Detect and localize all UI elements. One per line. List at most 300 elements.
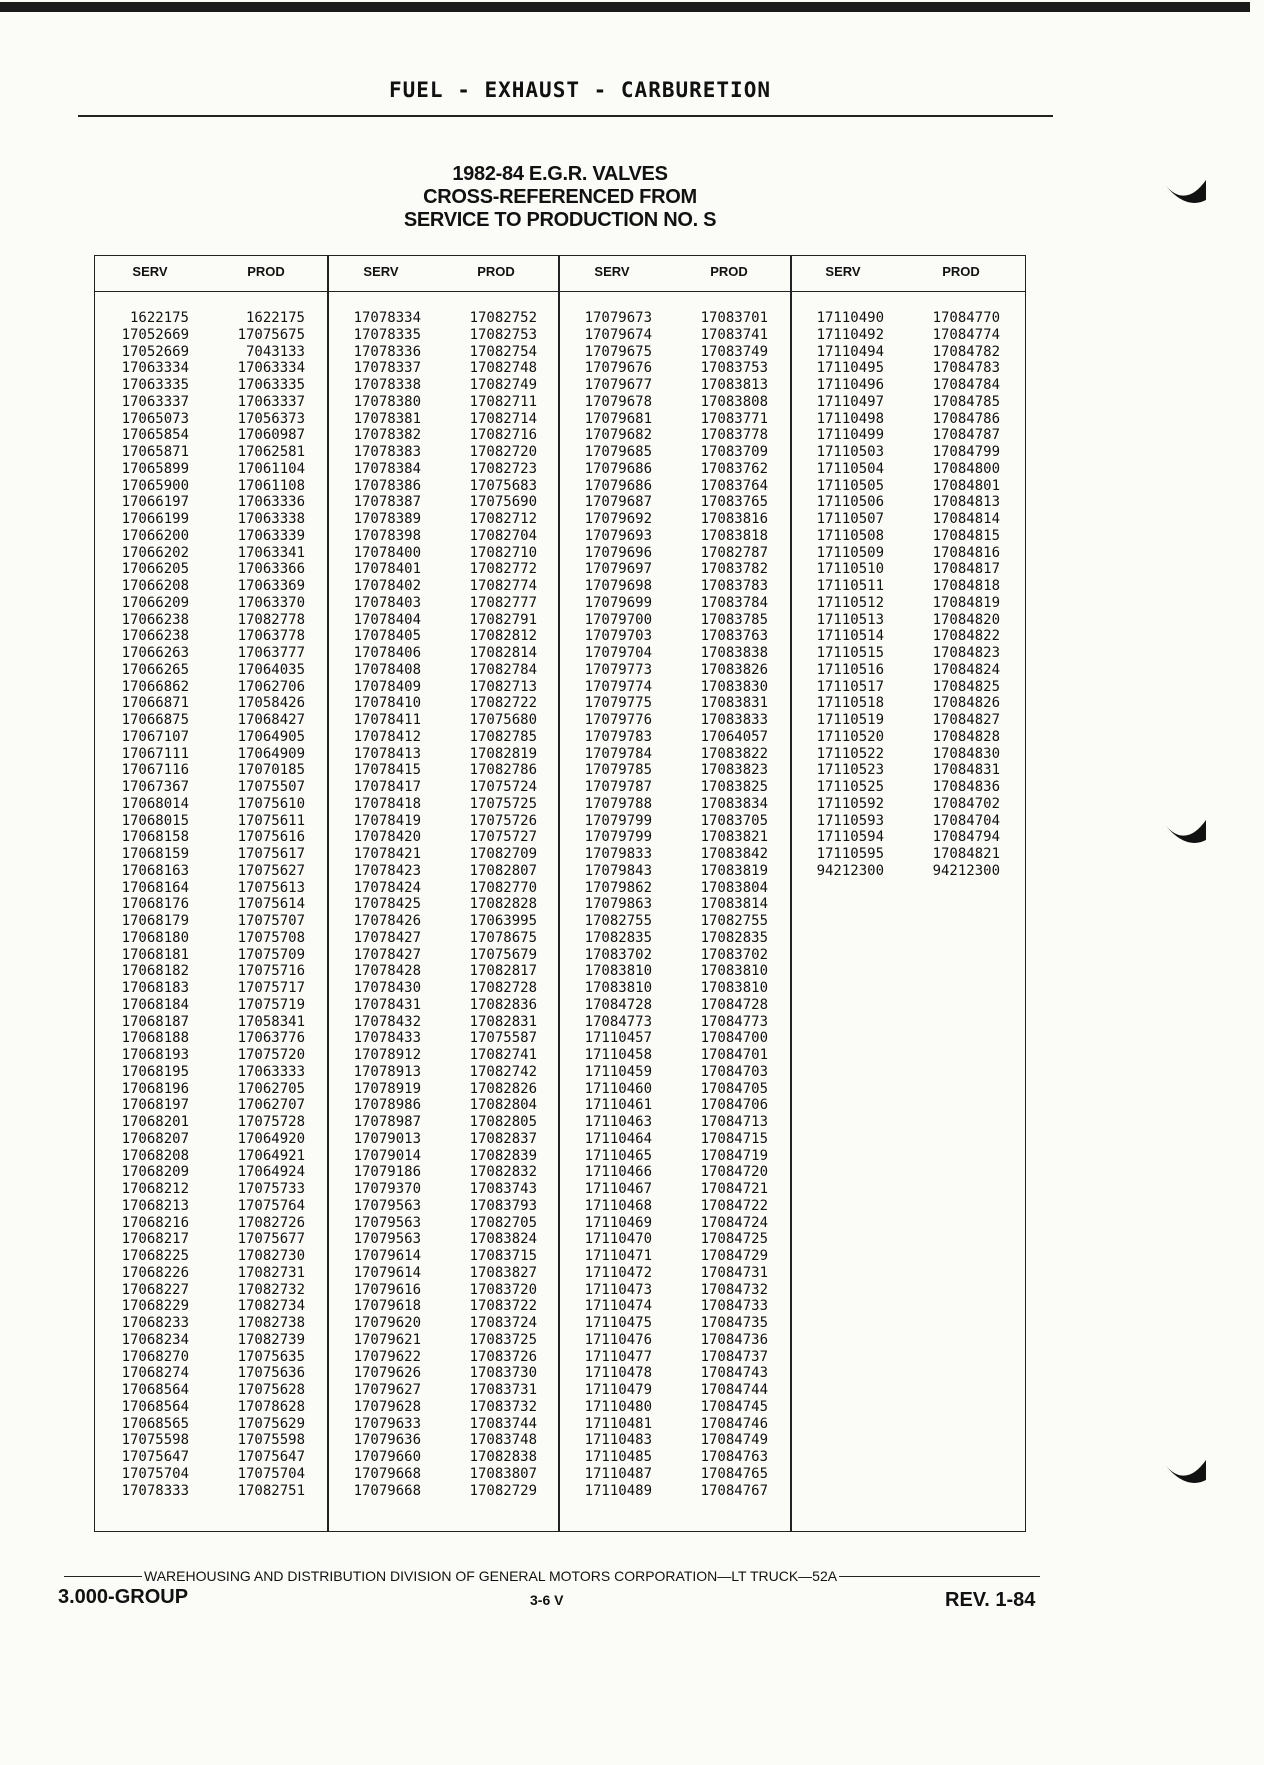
serv-number: 17079626 bbox=[353, 1365, 421, 1382]
prod-number: 17083793 bbox=[469, 1197, 537, 1214]
prod-number: 17083825 bbox=[700, 779, 768, 795]
table-row bbox=[95, 762, 327, 779]
table-row bbox=[327, 947, 559, 964]
serv-number: 17068014 bbox=[121, 795, 189, 812]
table-row bbox=[327, 896, 559, 913]
serv-number: 17065899 bbox=[121, 460, 189, 477]
prod-number: 17084746 bbox=[700, 1415, 768, 1432]
serv-number: 17078430 bbox=[353, 980, 421, 996]
prod-number: 17082805 bbox=[469, 1114, 537, 1130]
serv-number: 17110517 bbox=[816, 678, 884, 695]
serv-number: 17110489 bbox=[584, 1482, 652, 1499]
prod-number: 17082826 bbox=[469, 1080, 537, 1097]
serv-number: 17110505 bbox=[816, 477, 884, 494]
table-row bbox=[95, 561, 327, 578]
serv-number: 17110471 bbox=[584, 1248, 652, 1264]
table-row bbox=[95, 1466, 327, 1483]
table-row bbox=[95, 1483, 327, 1500]
serv-number: 17052669 bbox=[121, 343, 189, 360]
table-row bbox=[327, 394, 559, 411]
serv-number: 17110495 bbox=[816, 360, 884, 377]
prod-number: 17062581 bbox=[237, 444, 305, 460]
table-row bbox=[327, 1215, 559, 1232]
prod-number: 17083804 bbox=[700, 879, 768, 896]
section-header: FUEL - EXHAUST - CARBURETION bbox=[388, 78, 771, 102]
table-block-4 bbox=[790, 310, 1022, 880]
table-row bbox=[558, 310, 790, 327]
serv-number: 17066199 bbox=[121, 511, 189, 527]
prod-number: 17084722 bbox=[700, 1197, 768, 1214]
table-row bbox=[327, 829, 559, 846]
serv-number: 17110478 bbox=[584, 1365, 652, 1382]
serv-number: 17078427 bbox=[353, 929, 421, 946]
table-row bbox=[327, 997, 559, 1014]
prod-number: 17082716 bbox=[469, 427, 537, 444]
prod-number: 17083827 bbox=[469, 1264, 537, 1281]
serv-number: 17052669 bbox=[121, 326, 189, 343]
serv-number: 17068184 bbox=[121, 996, 189, 1013]
prod-number: 17084763 bbox=[700, 1449, 768, 1465]
serv-number: 17078420 bbox=[353, 829, 421, 846]
serv-number: 17065073 bbox=[121, 410, 189, 427]
prod-number: 17084817 bbox=[932, 561, 1000, 578]
table-row bbox=[95, 344, 327, 361]
prod-number: 17062707 bbox=[237, 1097, 305, 1114]
serv-number: 17078419 bbox=[353, 812, 421, 829]
prod-number: 17063341 bbox=[237, 544, 305, 561]
prod-number: 17084787 bbox=[932, 427, 1000, 444]
prod-number: 17083709 bbox=[700, 444, 768, 460]
prod-number: 17082753 bbox=[469, 326, 537, 343]
table-row bbox=[327, 846, 559, 863]
serv-number: 17068158 bbox=[121, 829, 189, 846]
table-row bbox=[95, 528, 327, 545]
table-row bbox=[95, 1181, 327, 1198]
prod-number: 17084818 bbox=[932, 578, 1000, 594]
serv-number: 17110510 bbox=[816, 561, 884, 578]
serv-number: 17068181 bbox=[121, 946, 189, 963]
table-row bbox=[790, 679, 1022, 696]
table-row bbox=[95, 377, 327, 394]
serv-number: 17079863 bbox=[584, 896, 652, 913]
prod-number: 17084724 bbox=[700, 1214, 768, 1231]
prod-number: 17068427 bbox=[237, 712, 305, 728]
table-row bbox=[95, 427, 327, 444]
prod-number: 17075704 bbox=[237, 1465, 305, 1482]
table-row bbox=[790, 444, 1022, 461]
table-row bbox=[558, 645, 790, 662]
prod-number: 17082728 bbox=[469, 980, 537, 996]
table-row bbox=[790, 494, 1022, 511]
prod-number: 17083701 bbox=[700, 310, 768, 326]
table-row bbox=[327, 478, 559, 495]
prod-number: 17084785 bbox=[932, 393, 1000, 410]
prod-number: 17083741 bbox=[700, 326, 768, 343]
prod-number: 17084713 bbox=[700, 1114, 768, 1130]
serv-number: 17110460 bbox=[584, 1080, 652, 1097]
serv-number: 17068182 bbox=[121, 963, 189, 980]
prod-number: 17082720 bbox=[469, 444, 537, 460]
table-row bbox=[95, 863, 327, 880]
prod-number: 17064909 bbox=[237, 745, 305, 762]
col-header-prod: PROD bbox=[247, 264, 285, 279]
table-row bbox=[327, 1181, 559, 1198]
prod-number: 17084767 bbox=[700, 1482, 768, 1499]
title-line-3: SERVICE TO PRODUCTION NO. S bbox=[403, 209, 717, 231]
prod-number: 17084715 bbox=[700, 1130, 768, 1147]
serv-number: 1622175 bbox=[129, 310, 189, 326]
table-row bbox=[327, 377, 559, 394]
table-row bbox=[95, 829, 327, 846]
prod-number: 17082831 bbox=[469, 1013, 537, 1030]
serv-number: 17066862 bbox=[121, 678, 189, 695]
serv-number: 17110477 bbox=[584, 1348, 652, 1365]
table-row bbox=[95, 930, 327, 947]
serv-number: 17079685 bbox=[584, 444, 652, 460]
table-row bbox=[95, 1382, 327, 1399]
table-row bbox=[790, 478, 1022, 495]
prod-number: 17082748 bbox=[469, 360, 537, 377]
serv-number: 17066197 bbox=[121, 494, 189, 511]
table-row bbox=[327, 310, 559, 327]
prod-number: 17082752 bbox=[469, 310, 537, 326]
table-row bbox=[327, 1332, 559, 1349]
table-row bbox=[95, 595, 327, 612]
prod-number: 17064920 bbox=[237, 1130, 305, 1147]
prod-number: 17083763 bbox=[700, 628, 768, 645]
table-row bbox=[790, 695, 1022, 712]
serv-number: 17075704 bbox=[121, 1465, 189, 1482]
table-row bbox=[95, 880, 327, 897]
prod-number: 17084743 bbox=[700, 1365, 768, 1382]
table-row bbox=[95, 963, 327, 980]
prod-number: 17083810 bbox=[700, 963, 768, 980]
prod-number: 17082712 bbox=[469, 511, 537, 527]
table-row bbox=[790, 461, 1022, 478]
prod-number: 17082814 bbox=[469, 645, 537, 661]
serv-number: 17078423 bbox=[353, 862, 421, 879]
table-row bbox=[558, 1449, 790, 1466]
prod-number: 17083831 bbox=[700, 695, 768, 712]
table-row bbox=[327, 1416, 559, 1433]
table-row bbox=[95, 896, 327, 913]
prod-number: 17084814 bbox=[932, 511, 1000, 527]
serv-number: 17078426 bbox=[353, 913, 421, 929]
table-row bbox=[327, 679, 559, 696]
serv-number: 17068176 bbox=[121, 896, 189, 913]
table-row bbox=[327, 796, 559, 813]
serv-number: 17068180 bbox=[121, 929, 189, 946]
prod-number: 17084700 bbox=[700, 1030, 768, 1047]
table-row bbox=[558, 796, 790, 813]
table-row bbox=[95, 913, 327, 930]
table-row bbox=[558, 1483, 790, 1500]
serv-number: 17110594 bbox=[816, 829, 884, 846]
table-row bbox=[558, 1014, 790, 1031]
serv-number: 17110592 bbox=[816, 795, 884, 812]
prod-number: 17083819 bbox=[700, 862, 768, 879]
prod-number: 17083807 bbox=[469, 1465, 537, 1482]
table-row bbox=[790, 327, 1022, 344]
serv-number: 17110504 bbox=[816, 460, 884, 477]
table-row bbox=[95, 1030, 327, 1047]
prod-number: 17083810 bbox=[700, 980, 768, 996]
serv-number: 17078334 bbox=[353, 310, 421, 326]
table-row bbox=[558, 595, 790, 612]
prod-number: 17064921 bbox=[237, 1147, 305, 1164]
serv-number: 17078415 bbox=[353, 762, 421, 779]
prod-number: 17082749 bbox=[469, 377, 537, 393]
prod-number: 17084701 bbox=[700, 1047, 768, 1063]
table-row bbox=[558, 947, 790, 964]
table-row bbox=[558, 1332, 790, 1349]
prod-number: 17082785 bbox=[469, 728, 537, 745]
table-row bbox=[95, 980, 327, 997]
table-row bbox=[790, 846, 1022, 863]
serv-number: 17068212 bbox=[121, 1181, 189, 1197]
prod-number: 17082742 bbox=[469, 1063, 537, 1080]
table-row bbox=[95, 1114, 327, 1131]
table-row bbox=[558, 1064, 790, 1081]
table-row bbox=[95, 1215, 327, 1232]
table-row bbox=[790, 595, 1022, 612]
prod-number: 17082819 bbox=[469, 745, 537, 762]
table-row bbox=[558, 1282, 790, 1299]
table-row bbox=[327, 327, 559, 344]
table-row bbox=[327, 1114, 559, 1131]
table-row bbox=[95, 1231, 327, 1248]
prod-number: 17082817 bbox=[469, 963, 537, 980]
table-row bbox=[327, 595, 559, 612]
serv-number: 17068195 bbox=[121, 1063, 189, 1080]
table-row bbox=[790, 578, 1022, 595]
prod-number: 17083726 bbox=[469, 1348, 537, 1365]
table-row bbox=[95, 1164, 327, 1181]
serv-number: 17110466 bbox=[584, 1164, 652, 1181]
table-row bbox=[95, 578, 327, 595]
table-row bbox=[95, 729, 327, 746]
prod-number: 17082772 bbox=[469, 561, 537, 578]
serv-number: 17110496 bbox=[816, 377, 884, 393]
serv-number: 17078402 bbox=[353, 578, 421, 594]
prod-number: 17061104 bbox=[237, 460, 305, 477]
serv-number: 17079862 bbox=[584, 879, 652, 896]
serv-number: 17078381 bbox=[353, 410, 421, 427]
table-row bbox=[790, 561, 1022, 578]
prod-number: 17082836 bbox=[469, 996, 537, 1013]
serv-number: 17068233 bbox=[121, 1315, 189, 1331]
serv-number: 17075647 bbox=[121, 1449, 189, 1465]
revision-label: REV. 1-84 bbox=[945, 1589, 1036, 1611]
table-row bbox=[558, 930, 790, 947]
serv-number: 17079773 bbox=[584, 661, 652, 678]
table-row bbox=[790, 628, 1022, 645]
table-row bbox=[327, 729, 559, 746]
prod-number: 17082710 bbox=[469, 544, 537, 561]
prod-number: 17083842 bbox=[700, 846, 768, 862]
table-row bbox=[327, 1399, 559, 1416]
col-header-serv: SERV bbox=[132, 264, 168, 279]
prod-number: 17084816 bbox=[932, 544, 1000, 561]
prod-number: 17084830 bbox=[932, 745, 1000, 762]
table-row bbox=[558, 1047, 790, 1064]
prod-number: 17082837 bbox=[469, 1130, 537, 1147]
prod-number: 17083823 bbox=[700, 762, 768, 779]
prod-number: 17075680 bbox=[469, 712, 537, 728]
prod-number: 17084706 bbox=[700, 1097, 768, 1114]
table-row bbox=[790, 344, 1022, 361]
table-row bbox=[327, 1483, 559, 1500]
col-header-prod: PROD bbox=[710, 264, 748, 279]
serv-number: 17110506 bbox=[816, 494, 884, 511]
serv-number: 17079799 bbox=[584, 829, 652, 846]
prod-number: 17062705 bbox=[237, 1080, 305, 1097]
table-row bbox=[95, 1148, 327, 1165]
serv-number: 17065854 bbox=[121, 427, 189, 444]
prod-number: 17075629 bbox=[237, 1415, 305, 1432]
serv-number: 17110507 bbox=[816, 511, 884, 527]
serv-number: 17079697 bbox=[584, 561, 652, 578]
prod-number: 17083813 bbox=[700, 377, 768, 393]
prod-number: 17061108 bbox=[237, 477, 305, 494]
table-row bbox=[558, 712, 790, 729]
table-row bbox=[790, 829, 1022, 846]
prod-number: 17063777 bbox=[237, 645, 305, 661]
serv-number: 17078409 bbox=[353, 678, 421, 695]
prod-number: 17082774 bbox=[469, 578, 537, 594]
table-row bbox=[327, 662, 559, 679]
table-row bbox=[95, 1365, 327, 1382]
table-row bbox=[327, 695, 559, 712]
table-row bbox=[558, 444, 790, 461]
table-row bbox=[558, 1097, 790, 1114]
footer-text: WAREHOUSING AND DISTRIBUTION DIVISION OF GENERAL MOTORS CORPORATION—LT TRUCK—52A bbox=[144, 1568, 838, 1584]
serv-number: 17079618 bbox=[353, 1298, 421, 1315]
table-row bbox=[790, 863, 1022, 880]
table-row bbox=[790, 796, 1022, 813]
serv-number: 17084728 bbox=[584, 996, 652, 1013]
prod-number: 17083821 bbox=[700, 829, 768, 846]
serv-number: 17110519 bbox=[816, 712, 884, 728]
page-title bbox=[330, 163, 790, 232]
prod-number: 17084773 bbox=[700, 1013, 768, 1030]
prod-number: 1622175 bbox=[245, 310, 305, 326]
prod-number: 17084719 bbox=[700, 1147, 768, 1164]
prod-number: 17075717 bbox=[237, 980, 305, 996]
serv-number: 17110512 bbox=[816, 594, 884, 611]
serv-number: 17079563 bbox=[353, 1214, 421, 1231]
table-row bbox=[558, 779, 790, 796]
serv-number: 17079783 bbox=[584, 728, 652, 745]
prod-number: 17084828 bbox=[932, 728, 1000, 745]
table-row bbox=[558, 746, 790, 763]
serv-number: 17110494 bbox=[816, 343, 884, 360]
table-row bbox=[790, 545, 1022, 562]
prod-number: 17084774 bbox=[932, 326, 1000, 343]
prod-number: 17082714 bbox=[469, 410, 537, 427]
table-row bbox=[558, 327, 790, 344]
prod-number: 17083732 bbox=[469, 1398, 537, 1415]
prod-number: 17082755 bbox=[700, 913, 768, 929]
table-row bbox=[95, 612, 327, 629]
prod-number: 17084729 bbox=[700, 1248, 768, 1264]
serv-number: 17066238 bbox=[121, 611, 189, 628]
prod-number: 17075724 bbox=[469, 779, 537, 795]
prod-number: 17075679 bbox=[469, 946, 537, 963]
prod-number: 17058341 bbox=[237, 1013, 305, 1030]
table-row bbox=[558, 394, 790, 411]
table-row bbox=[327, 1097, 559, 1114]
table-row bbox=[790, 377, 1022, 394]
serv-number: 17068564 bbox=[121, 1398, 189, 1415]
prod-number: 17075614 bbox=[237, 896, 305, 913]
binder-hole-mark bbox=[1164, 1458, 1208, 1488]
prod-number: 17084705 bbox=[700, 1080, 768, 1097]
prod-number: 17082734 bbox=[237, 1298, 305, 1315]
table-row bbox=[558, 1231, 790, 1248]
prod-number: 17075507 bbox=[237, 779, 305, 795]
serv-number: 17079704 bbox=[584, 645, 652, 661]
serv-number: 17079698 bbox=[584, 578, 652, 594]
serv-number: 17078335 bbox=[353, 326, 421, 343]
prod-number: 17084720 bbox=[700, 1164, 768, 1181]
prod-number: 17084827 bbox=[932, 712, 1000, 728]
prod-number: 17064057 bbox=[700, 728, 768, 745]
serv-number: 17065871 bbox=[121, 444, 189, 460]
table-row bbox=[327, 444, 559, 461]
serv-number: 17079668 bbox=[353, 1482, 421, 1499]
serv-number: 17110511 bbox=[816, 578, 884, 594]
prod-number: 17084826 bbox=[932, 695, 1000, 712]
serv-number: 17078427 bbox=[353, 946, 421, 963]
table-row bbox=[790, 662, 1022, 679]
table-row bbox=[95, 712, 327, 729]
prod-number: 17083814 bbox=[700, 896, 768, 913]
serv-number: 17068216 bbox=[121, 1214, 189, 1231]
table-row bbox=[558, 377, 790, 394]
prod-number: 17084819 bbox=[932, 594, 1000, 611]
prod-number: 17082705 bbox=[469, 1214, 537, 1231]
table-row bbox=[327, 1466, 559, 1483]
prod-number: 17082839 bbox=[469, 1147, 537, 1164]
table-row bbox=[790, 394, 1022, 411]
prod-number: 17084765 bbox=[700, 1465, 768, 1482]
serv-number: 17110485 bbox=[584, 1449, 652, 1465]
serv-number: 17068213 bbox=[121, 1197, 189, 1214]
prod-number: 17082832 bbox=[469, 1164, 537, 1181]
prod-number: 17075587 bbox=[469, 1030, 537, 1047]
serv-number: 17079776 bbox=[584, 712, 652, 728]
table-row bbox=[327, 1248, 559, 1265]
serv-number: 17110465 bbox=[584, 1147, 652, 1164]
table-block-2 bbox=[327, 310, 559, 1499]
serv-number: 17079676 bbox=[584, 360, 652, 377]
prod-number: 17083834 bbox=[700, 795, 768, 812]
serv-number: 17078410 bbox=[353, 695, 421, 712]
serv-number: 17067111 bbox=[121, 745, 189, 762]
table-row bbox=[95, 947, 327, 964]
prod-number: 17083722 bbox=[469, 1298, 537, 1315]
table-row bbox=[327, 1064, 559, 1081]
table-row bbox=[327, 561, 559, 578]
serv-number: 17110513 bbox=[816, 611, 884, 628]
table-row bbox=[558, 1131, 790, 1148]
prod-number: 17084704 bbox=[932, 812, 1000, 829]
serv-number: 17078411 bbox=[353, 712, 421, 728]
table-row bbox=[95, 695, 327, 712]
prod-number: 17083748 bbox=[469, 1432, 537, 1449]
serv-number: 17079788 bbox=[584, 795, 652, 812]
